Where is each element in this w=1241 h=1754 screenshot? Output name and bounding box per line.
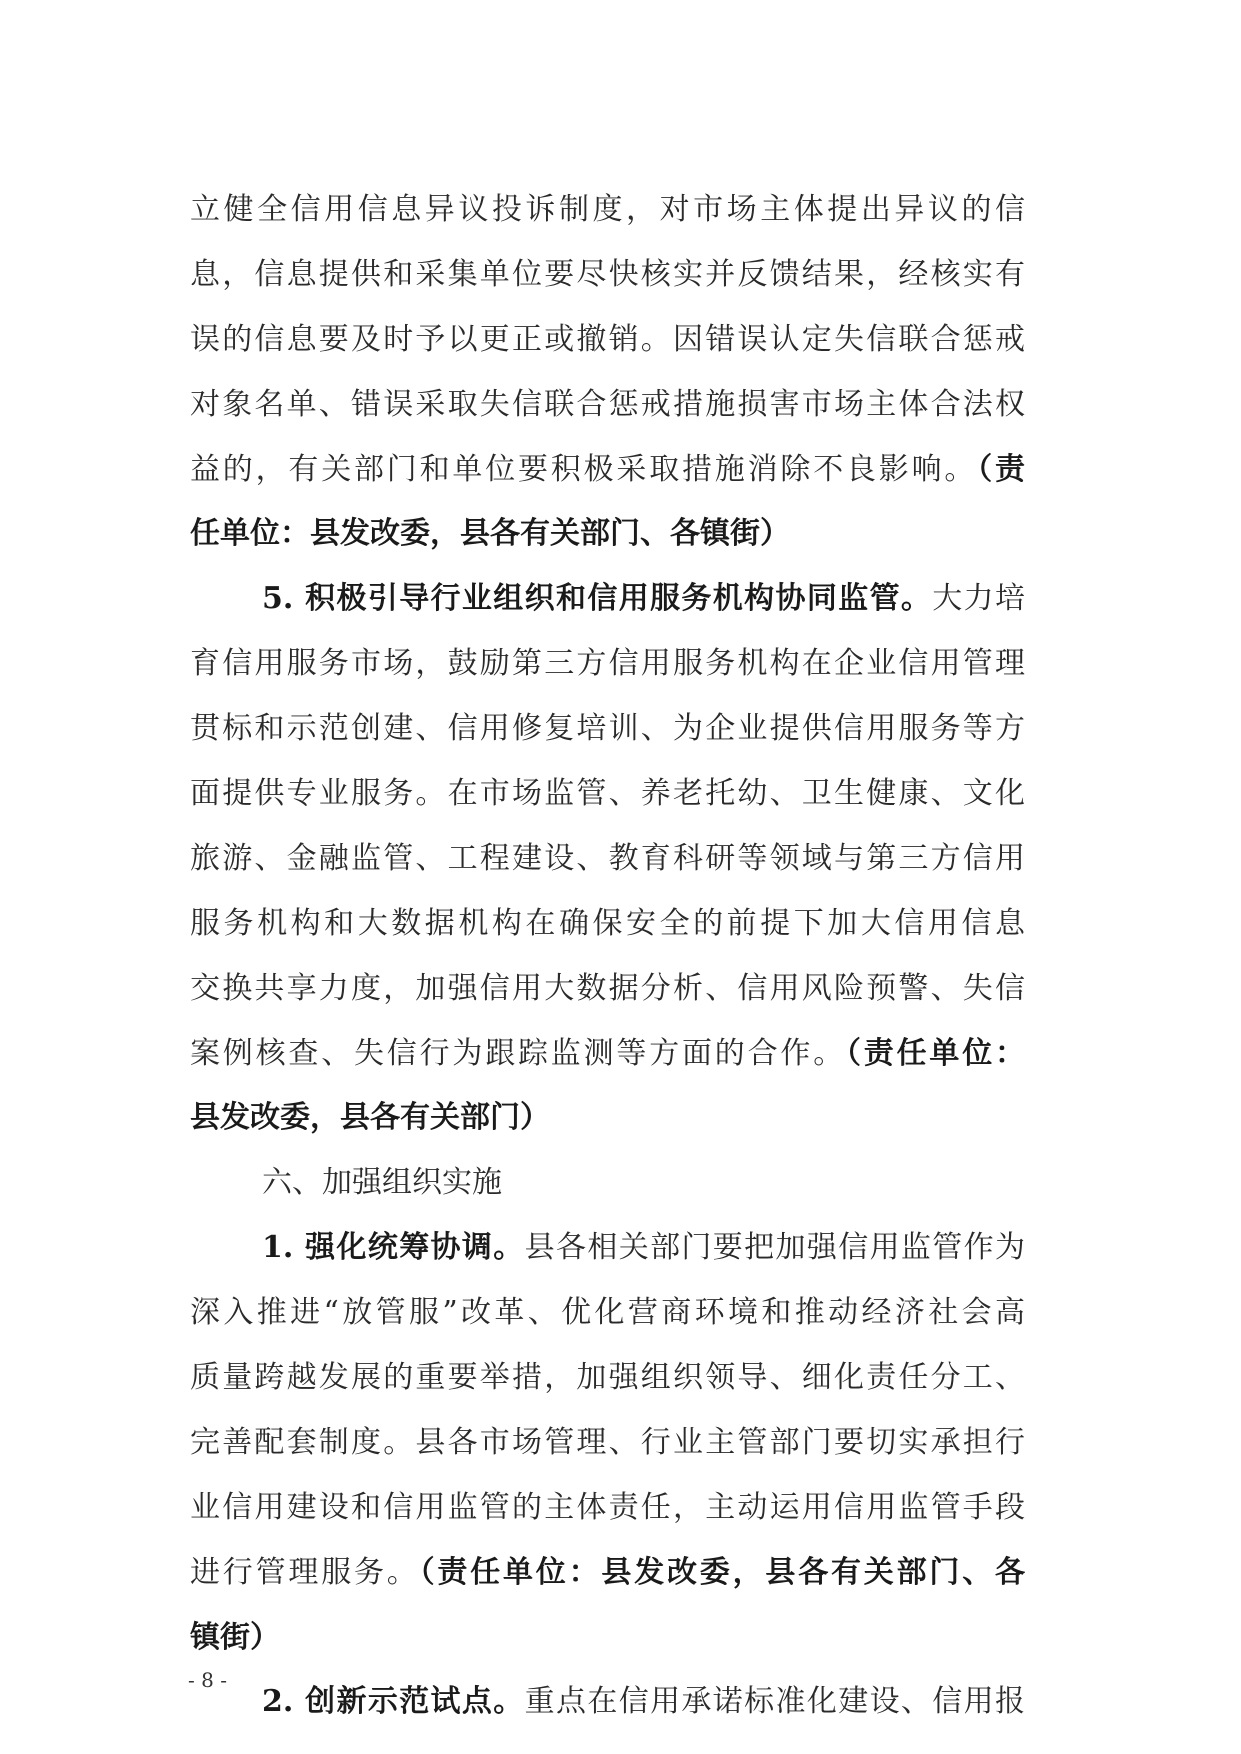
bold-text-segment: （责任单位： (846, 1035, 1025, 1071)
bold-text-segment: （责任单位：县发改委，县各有关部门、各 (419, 1554, 1025, 1590)
text-segment: 面提供专业服务。在市场监管、养老托幼、卫生健康、文化 (190, 776, 1025, 812)
text-segment: 贯标和示范创建、信用修复培训、为企业提供信用服务等方 (190, 711, 1025, 747)
text-segment: 业信用建设和信用监管的主体责任，主动运用信用监管手段 (190, 1489, 1025, 1525)
text-line (190, 255, 1025, 320)
text-line (190, 1358, 1025, 1423)
text-segment: 益的，有关部门和单位要积极采取措施消除不良影响。 (190, 451, 978, 487)
page-number: - 8 - (188, 1668, 227, 1692)
bold-text-segment: 镇街） (190, 1619, 280, 1655)
bold-text-segment: 县发改委，县各有关部门） (190, 1100, 550, 1136)
text-segment: 立健全信用信息异议投诉制度，对市场主体提出异议的信 (190, 192, 1025, 227)
bold-text-segment: 任单位：县发改委，县各有关部门、各镇街） (190, 516, 790, 552)
text-segment: 误的信息要及时予以更正或撤销。因错误认定失信联合惩戒 (190, 321, 1025, 357)
text-line (190, 839, 1025, 904)
text-segment: 大力培 (932, 581, 1025, 617)
text-line (190, 579, 1025, 644)
text-line (190, 644, 1025, 709)
text-line (190, 320, 1025, 385)
text-segment: 案例核查、失信行为跟踪监测等方面的合作。 (190, 1035, 846, 1071)
bold-text-segment: 2. 创新示范试点。 (262, 1684, 525, 1720)
text-segment: 完善配套制度。县各市场管理、行业主管部门要切实承担行 (190, 1424, 1025, 1460)
text-segment: 服务机构和大数据机构在确保安全的前提下加大信用信息 (190, 905, 1025, 941)
body-text (190, 190, 1025, 1747)
text-line (190, 1098, 1025, 1163)
text-line (190, 190, 1025, 255)
text-line (190, 1682, 1025, 1747)
text-line (190, 1488, 1025, 1553)
text-line (190, 1293, 1025, 1358)
text-segment: 交换共享力度，加强信用大数据分析、信用风险预警、失信 (190, 970, 1025, 1006)
text-segment: 进行管理服务。 (190, 1554, 420, 1590)
text-segment: 质量跨越发展的重要举措，加强组织领导、细化责任分工、 (190, 1360, 1025, 1396)
text-segment: 深入推进“放管服”改革、优化营商环境和推动经济社会高 (190, 1295, 1025, 1331)
text-segment: 旅游、金融监管、工程建设、教育科研等领域与第三方信用 (190, 840, 1025, 876)
text-line (190, 385, 1025, 450)
text-line (190, 1163, 1025, 1228)
bold-text-segment: 1. 强化统筹协调。 (262, 1230, 525, 1266)
text-line (190, 1228, 1025, 1293)
bold-text-segment: （责 (977, 451, 1025, 487)
text-segment: 重点在信用承诺标准化建设、信用报 (524, 1684, 1025, 1720)
text-line (190, 1553, 1025, 1618)
text-segment: 对象名单、错误采取失信联合惩戒措施损害市场主体合法权 (190, 386, 1025, 422)
bold-text-segment: 5. 积极引导行业组织和信用服务机构协同监管。 (262, 581, 933, 617)
text-segment: 育信用服务市场，鼓励第三方信用服务机构在企业信用管理 (190, 646, 1025, 682)
text-line (190, 1618, 1025, 1683)
text-line (190, 774, 1025, 839)
text-segment: 息，信息提供和采集单位要尽快核实并反馈结果，经核实有 (190, 256, 1025, 292)
text-line (190, 1423, 1025, 1488)
text-line (190, 514, 1025, 579)
text-segment: 六、加强组织实施 (262, 1165, 502, 1201)
text-line (190, 1034, 1025, 1099)
text-line (190, 450, 1025, 515)
text-line (190, 904, 1025, 969)
text-line (190, 969, 1025, 1034)
text-line (190, 709, 1025, 774)
text-segment: 县各相关部门要把加强信用监管作为 (524, 1230, 1025, 1266)
